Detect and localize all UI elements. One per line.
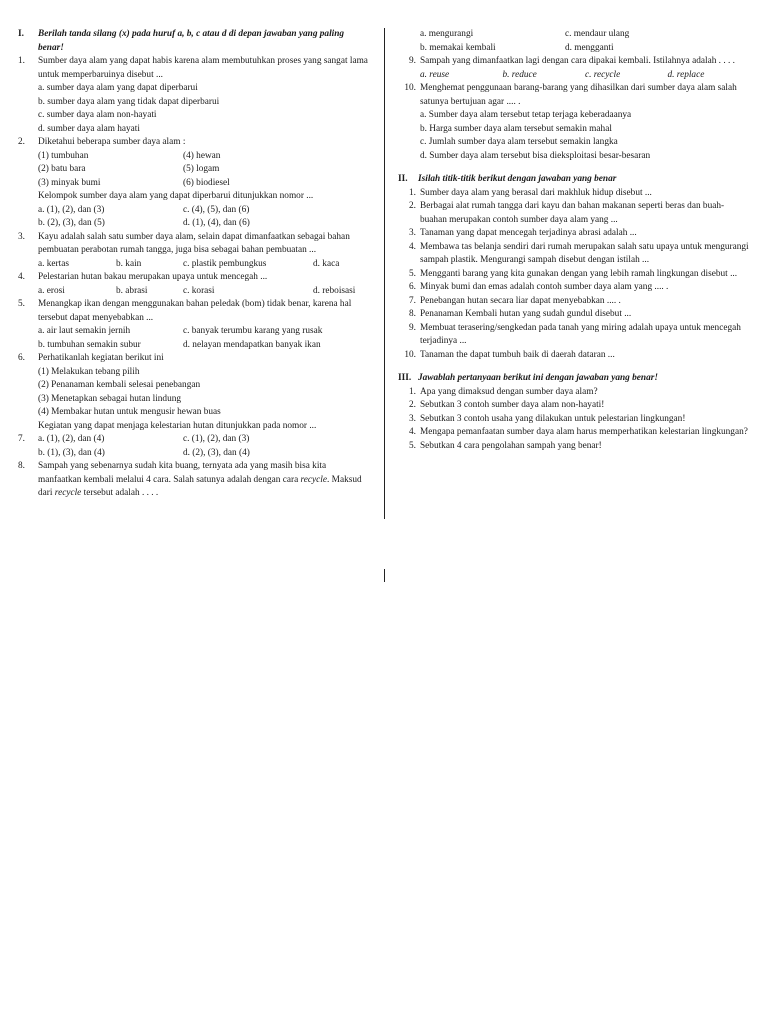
question-text: Penanaman Kembali hutan yang sudah gundul disebut ... [420, 309, 632, 319]
question-number: 5. [409, 268, 416, 279]
page-center-mark [384, 569, 385, 582]
list-item: (2) batu bara [38, 164, 86, 174]
question-number: 4. [409, 241, 416, 252]
question-item [398, 187, 750, 201]
section-1-heading [18, 28, 370, 55]
question-5 [18, 298, 370, 325]
option: d. nelayan mendapatkan banyak ikan [183, 339, 321, 350]
section-number: I. [18, 29, 24, 39]
option-row [18, 285, 370, 299]
question-number: 3. [18, 231, 25, 242]
italic-term: recycle [54, 488, 82, 498]
question-text: Diketahui beberapa sumber daya alam : [38, 137, 186, 147]
option: b. abrasi [116, 285, 148, 296]
section-title: Berilah tanda silang (x) pada huruf a, b, c atau d di depan jawaban yang paling benar! [38, 29, 345, 53]
question-number: 4. [409, 427, 416, 437]
list-item: (5) logam [183, 164, 220, 174]
option: a. sumber daya alam yang dapat diperbarui [38, 83, 198, 93]
question-number: 6. [409, 282, 416, 292]
list-item: (2) Penanaman kembali selesai penebangan [38, 380, 201, 390]
question-text: Sampah yang dimanfaatkan lagi dengan cara dipakai kembali. Istilahnya adalah . . . . [420, 56, 735, 66]
question-number: 2. [409, 400, 416, 410]
question-number: 1. [18, 56, 25, 66]
option: d. (2), (3), dan (4) [183, 447, 250, 458]
option: c. banyak terumbu karang yang rusak [183, 326, 323, 336]
question-number: 1. [409, 386, 416, 397]
question-text: Mengganti barang yang kita gunakan dengan yang lebih ramah lingkungan disebut ... [420, 268, 738, 279]
question-number: 7. [18, 434, 25, 444]
question-item [398, 200, 750, 227]
section-number: III. [398, 373, 412, 383]
fill-in-list [398, 187, 750, 363]
option: b. tumbuhan semakin subur [38, 339, 141, 350]
option-row [398, 69, 750, 83]
question-item [398, 426, 750, 440]
question-item [398, 308, 750, 322]
option: a. kertas [38, 258, 69, 269]
option: d. replace [667, 69, 705, 80]
section-2-heading [398, 173, 750, 187]
list-item: (4) hewan [183, 150, 221, 161]
option: d. reboisasi [313, 285, 356, 296]
question-item [398, 386, 750, 400]
question-number: 8. [409, 309, 416, 319]
essay-list [398, 386, 750, 454]
question-text: Menangkap ikan dengan menggunakan bahan peledak (bom) tidak benar, karena hal tersebut dapat menyebabkan ... [38, 299, 352, 323]
section-number: II. [398, 174, 408, 184]
text-run: Sampah yang sebenarnya sudah kita buang, ternyata ada yang masih bisa kita manfaatkan kembali melalui 4 cara. Salah satunya adalah dengan cara [38, 461, 327, 485]
question-text: Mengapa pemanfaatan sumber daya alam harus memperhatikan kelestarian lingkungan? [420, 427, 748, 437]
question-text: Kayu adalah salah satu sumber daya alam, selain dapat dimanfaatkan sebagai bahan pembuatan perabotan rumah tangga, juga bisa sebagai bahan pembuatan ... [38, 231, 350, 255]
question-number: 3. [409, 228, 416, 238]
question-4 [18, 271, 370, 285]
question-number: 10. [404, 349, 416, 360]
option: d. (1), (4), dan (6) [183, 218, 250, 228]
option-row [18, 325, 370, 339]
item-row [18, 177, 370, 191]
question-number: 10. [404, 83, 416, 93]
item-row [18, 150, 370, 164]
question-number: 4. [18, 272, 25, 282]
question-item [398, 241, 750, 268]
option: d. mengganti [565, 42, 614, 53]
option: b. memakai kembali [420, 42, 496, 53]
question-1 [18, 55, 370, 82]
section-title: Jawablah pertanyaan berikut ini dengan jawaban yang benar! [418, 373, 658, 383]
question-text: Apa yang dimaksud dengan sumber daya alam? [420, 386, 598, 397]
question-item [398, 349, 750, 363]
option: b. kain [116, 258, 142, 269]
question-text: Berbagai alat rumah tangga dari kayu dan bahan makanan seperti beras dan buah-buahan merupakan contoh sumber daya alam yang ... [420, 201, 725, 225]
question-item [398, 413, 750, 427]
option-row [18, 258, 370, 272]
question-number: 3. [409, 413, 416, 424]
option: c. (1), (2), dan (3) [183, 434, 250, 444]
option: c. mendaur ulang [565, 29, 630, 39]
option: c. recycle [585, 69, 621, 80]
question-number: 2. [18, 137, 25, 147]
list-item: (1) Melakukan tebang pilih [38, 366, 140, 377]
left-column [18, 28, 370, 501]
question-number: 2. [409, 201, 416, 211]
option: a. (1), (2), dan (3) [38, 204, 105, 215]
question-item [398, 268, 750, 282]
option: d. kaca [313, 258, 340, 269]
question-7 [18, 433, 370, 447]
option-row [398, 28, 750, 42]
question-text [38, 460, 370, 501]
question-text: Sebutkan 3 contoh sumber daya alam non-hayati! [420, 400, 605, 410]
option: a. Sumber daya alam tersebut tetap terjaga keberadaanya [420, 110, 632, 120]
option: a. (1), (2), dan (4) [38, 434, 105, 444]
option: c. korasi [183, 285, 215, 296]
question-8 [18, 460, 370, 501]
option-row [38, 433, 370, 447]
question-text: Sebutkan 4 cara pengolahan sampah yang benar! [420, 440, 602, 451]
option: c. sumber daya alam non-hayati [38, 110, 157, 120]
list-item: (4) Membakar hutan untuk mengusir hewan buas [38, 407, 221, 417]
option-row [18, 217, 370, 231]
question-9 [398, 55, 750, 69]
question-number: 5. [409, 440, 416, 451]
question-item [398, 295, 750, 309]
question-item [398, 322, 750, 349]
question-text: Tanaman yang dapat mencegah terjadinya abrasi adalah ... [420, 228, 637, 238]
list-item: (6) biodiesel [183, 177, 230, 188]
question-text: Membuat terasering/sengkedan pada tanah yang miring adalah upaya untuk mencegah terjadinya ... [420, 322, 741, 346]
question-number: 7. [409, 295, 416, 306]
option: a. erosi [38, 285, 65, 296]
option-row [398, 42, 750, 56]
text-run: tersebut adalah . . . . [83, 488, 159, 498]
question-number: 9. [409, 322, 416, 333]
question-item [398, 227, 750, 241]
question-text: Membawa tas belanja sendiri dari rumah merupakan salah satu upaya untuk mengurangi sampah plastik. Mengurangi sampah disebut dengan istilah ... [420, 241, 749, 265]
question-10 [398, 82, 750, 109]
option: b. sumber daya alam yang tidak dapat diperbarui [38, 96, 220, 107]
option: d. sumber daya alam hayati [38, 123, 140, 134]
option: a. reuse [420, 69, 450, 80]
option-row [18, 447, 370, 461]
list-item: (1) tumbuhan [38, 150, 89, 161]
question-3 [18, 231, 370, 258]
question-text: Sumber daya alam yang dapat habis karena alam membutuhkan proses yang sangat lama untuk memperbaruinya disebut ... [38, 56, 368, 80]
question-number: 5. [18, 299, 25, 309]
list-item: (3) minyak bumi [38, 177, 101, 188]
question-prompt: Kelompok sumber daya alam yang dapat diperbarui ditunjukkan nomor ... [38, 191, 314, 201]
question-6 [18, 352, 370, 366]
option-row [18, 204, 370, 218]
question-number: 1. [409, 187, 416, 198]
option: a. mengurangi [420, 29, 474, 39]
question-item [398, 281, 750, 295]
italic-term: recycle [300, 474, 328, 485]
option: a. air laut semakin jernih [38, 326, 131, 336]
option: c. (4), (5), dan (6) [183, 204, 250, 215]
section-title: Isilah titik-titik berikut dengan jawaban yang benar [418, 174, 617, 184]
option: c. Jumlah sumber daya alam tersebut semakin langka [420, 137, 618, 147]
question-item [398, 399, 750, 413]
option: b. (2), (3), dan (5) [38, 218, 105, 228]
right-column [398, 28, 750, 453]
text-run: . Maksud dari [38, 474, 362, 498]
question-number: 9. [409, 56, 416, 66]
question-text: Sebutkan 3 contoh usaha yang dilakukan untuk pelestarian lingkungan! [420, 413, 686, 424]
question-2 [18, 136, 370, 150]
question-text: Menghemat penggunaan barang-barang yang dihasilkan dari sumber daya alam salah satunya bertujuan agar .... . [420, 83, 737, 107]
section-3-heading [398, 372, 750, 386]
question-number: 8. [18, 461, 25, 471]
question-text: Penebangan hutan secara liar dapat menyebabkan .... . [420, 295, 621, 306]
question-text: Tanaman the dapat tumbuh baik di daerah dataran ... [420, 349, 615, 360]
option: b. Harga sumber daya alam tersebut semakin mahal [420, 123, 612, 134]
item-row [18, 163, 370, 177]
question-text: Perhatikanlah kegiatan berikut ini [38, 353, 164, 363]
question-text: Pelestarian hutan bakau merupakan upaya untuk mencegah ... [38, 272, 268, 282]
question-text: Minyak bumi dan emas adalah contoh sumber daya alam yang .... . [420, 282, 669, 292]
column-divider [384, 28, 385, 519]
option: b. reduce [502, 69, 537, 80]
question-prompt: Kegiatan yang dapat menjaga kelestarian hutan ditunjukkan pada nomor ... [38, 420, 317, 431]
question-number: 6. [18, 353, 25, 363]
option-row [18, 339, 370, 353]
option: c. plastik pembungkus [183, 258, 267, 269]
list-item: (3) Menetapkan sebagai hutan lindung [38, 393, 182, 404]
question-text: Sumber daya alam yang berasal dari makhluk hidup disebut ... [420, 187, 652, 198]
option: d. Sumber daya alam tersebut bisa dieksploitasi besar-besaran [420, 150, 651, 161]
question-item [398, 440, 750, 454]
option: b. (1), (3), dan (4) [38, 447, 105, 458]
